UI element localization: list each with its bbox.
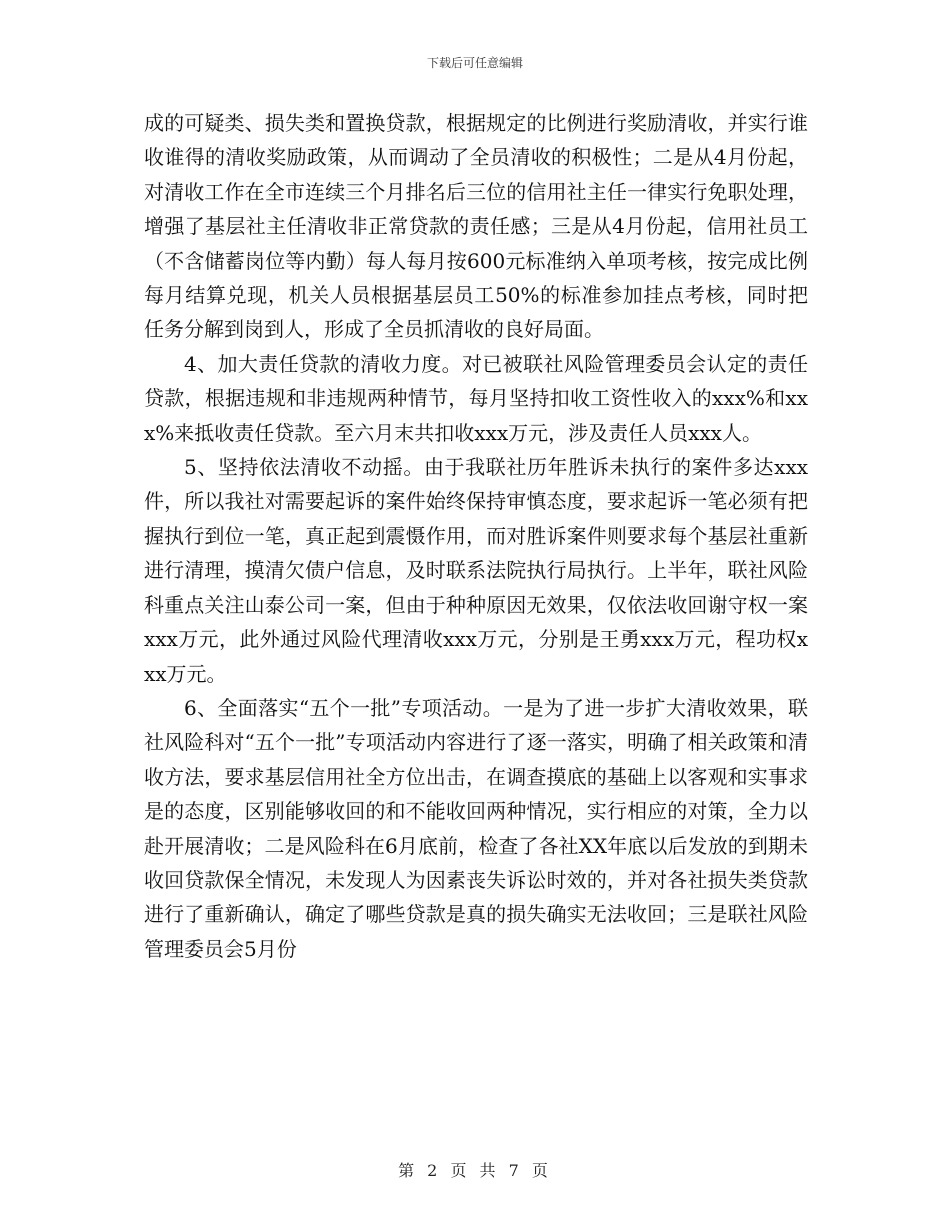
paragraph-item-4: 4、加大责任贷款的清收力度。对已被联社风险管理委员会认定的责任贷款，根据违规和非违规两种情节，每月坚持扣收工资性收入的xxx%和xxx%来抵收责任贷款。至六月末共扣收xxx万元，涉及责任人员xxx人。 <box>144 351 808 445</box>
paragraph-item-6: 6、全面落实“五个一批”专项活动。一是为了进一步扩大清收效果，联社风险科对“五个一批”专项活动内容进行了逐一落实，明确了相关政策和清收方法，要求基层信用社全方位出击，在调查摸底的基础上以客观和实事求是的态度，区别能够收回的和不能收回两种情况，实行相应的对策，全力以赴开展清收；二是风险科在6月底前，检查了各社XX年底以后发放的到期未收回贷款保全情况，未发现人为因素丧失诉讼时效的，并对各社损失类贷款进行了重新确认，确定了哪些贷款是真的损失确实无法收回；三是联社风险管理委员会5月份 <box>144 695 808 961</box>
document-body <box>144 106 808 966</box>
page-header-note: 下载后可任意编辑 <box>426 56 523 70</box>
paragraph-item-5: 5、坚持依法清收不动摇。由于我联社历年胜诉未执行的案件多达xxx件，所以我社对需要起诉的案件始终保持审慎态度，要求起诉一笔必须有把握执行到位一笔，真正起到震慑作用，而对胜诉案件则要求每个基层社重新进行清理，摸清欠债户信息，及时联系法院执行局执行。上半年，联社风险科重点关注山泰公司一案，但由于种种原因无效果，仅依法收回谢守权一案xxx万元，此外通过风险代理清收xxx万元，分别是王勇xxx万元，程功权xxx万元。 <box>144 455 808 686</box>
page-footer-number: 第 2 页 共 7 页 <box>398 1161 552 1180</box>
paragraph-continuation: 成的可疑类、损失类和置换贷款，根据规定的比例进行奖励清收，并实行谁收谁得的清收奖励政策，从而调动了全员清收的积极性；二是从4月份起，对清收工作在全市连续三个月排名后三位的信用社主任一律实行免职处理，增强了基层社主任清收非正常贷款的责任感；三是从4月份起，信用社员工（不含储蓄岗位等内勤）每人每月按600元标准纳入单项考核，按完成比例每月结算兑现，机关人员根据基层员工50%的标准参加挂点考核，同时把任务分解到岗到人，形成了全员抓清收的良好局面。 <box>144 111 808 342</box>
